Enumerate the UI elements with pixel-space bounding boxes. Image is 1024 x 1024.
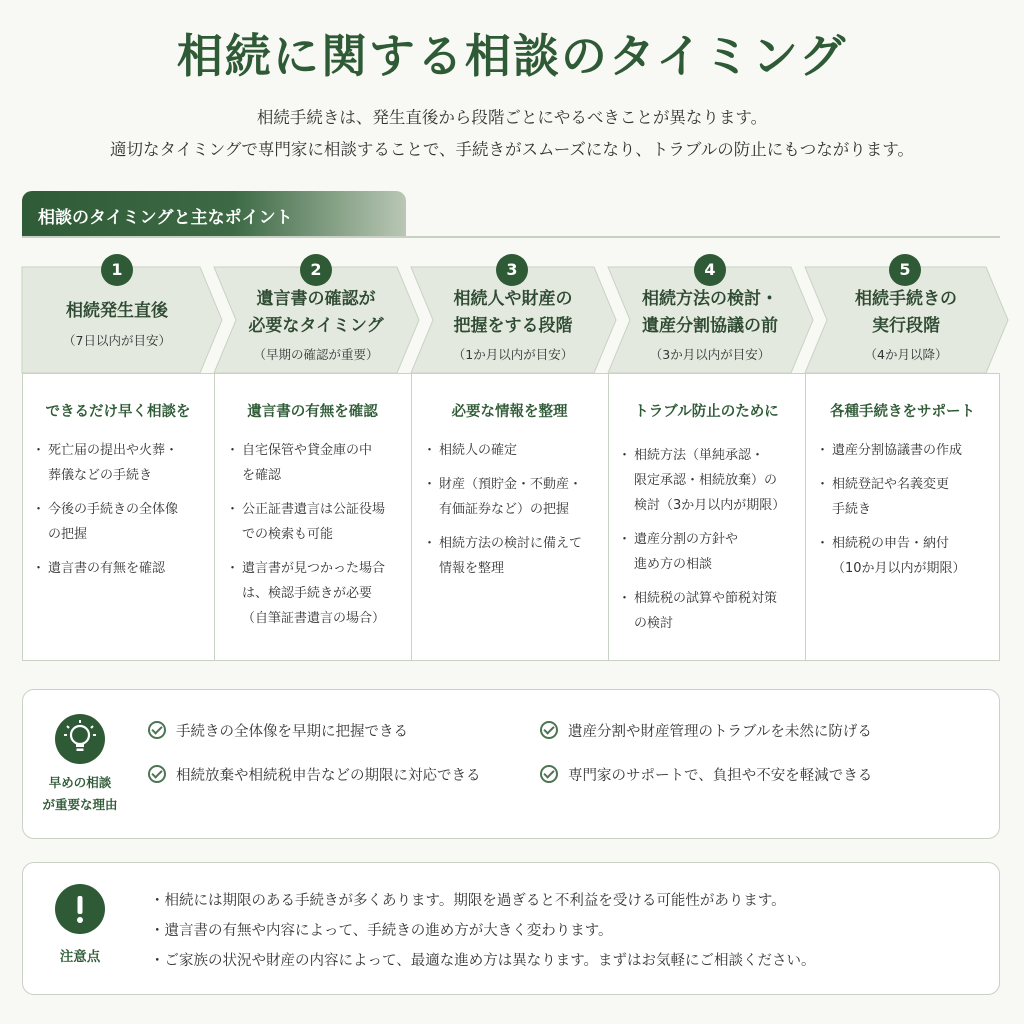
step-subtitle-3: （1か月以内が目安）: [452, 347, 574, 362]
note-item: ・遺言書の有無や内容によって、手続きの進め方が大きく変わります。: [150, 923, 613, 939]
step-title-1: 相続発生直後: [66, 301, 168, 321]
benefit-item: 相続放棄や相続税申告などの期限に対応できる: [148, 764, 481, 785]
card-heading-1: できるだけ早く相談を: [45, 404, 191, 420]
benefit-item: 専門家のサポートで、負担や不安を軽減できる: [540, 764, 872, 785]
card-heading-2: 遺言書の有無を確認: [247, 404, 378, 420]
card-list-4: [622, 443, 802, 645]
list-item: ・ 遺産分割の方針や 進め方の相談: [622, 527, 802, 577]
list-item: ・ 今後の手続きの全体像 の把握: [36, 497, 206, 547]
list-item: ・ 遺産分割協議書の作成: [820, 438, 995, 463]
list-item: ・ 相続方法の検討に備えて 情報を整理: [427, 531, 605, 581]
list-item: ・ 自宅保管や貸金庫の中 を確認: [230, 438, 405, 488]
step-number-4: 4: [694, 254, 726, 286]
card-heading-3: 必要な情報を整理: [451, 404, 568, 420]
step-subtitle-4: （3か月以内が目安）: [649, 347, 771, 362]
card-list-5: [820, 438, 995, 590]
page-title: 相続に関する相談のタイミング: [176, 29, 848, 83]
step-number-1: 1: [101, 254, 133, 286]
list-item: ・ 財産（預貯金・不動産・ 有価証券など）の把握: [427, 472, 605, 522]
card-list-3: [427, 438, 605, 590]
list-item: ・ 相続方法（単純承認・ 限定承認・相続放棄）の 検討（3か月以内が期限）: [622, 443, 802, 518]
list-item: ・ 公正証書遺言は公証役場 での検索も可能: [230, 497, 405, 547]
exclamation-icon: [55, 884, 105, 934]
check-icon: [540, 765, 558, 783]
step-subtitle-5: （4か月以降）: [864, 347, 948, 362]
list-item: ・ 遺言書が見つかった場合 は、検認手続きが必要 （自筆証書遺言の場合）: [230, 556, 405, 631]
card-heading-4: トラブル防止のために: [634, 404, 779, 420]
check-icon: [540, 721, 558, 739]
step-title-5: 相続手続きの 実行段階: [855, 289, 957, 336]
note-item: ・ご家族の状況や財産の内容によって、最適な進め方は異なります。まずはお気軽にご相談ください。: [150, 953, 816, 969]
list-item: ・ 相続登記や名義変更 手続き: [820, 472, 995, 522]
step-number-2: 2: [300, 254, 332, 286]
reasons-label: 早めの相談 が重要な理由: [42, 775, 118, 812]
step-subtitle-1: （7日以内が目安）: [63, 333, 171, 348]
notes-label: 注意点: [59, 949, 101, 965]
note-item: ・相続には期限のある手続きが多くあります。期限を過ぎると不利益を受ける可能性があります。: [150, 893, 786, 909]
card-list-2: [230, 438, 405, 640]
card-list-1: [36, 438, 206, 590]
step-number-3: 3: [496, 254, 528, 286]
list-item: ・ 相続税の試算や節税対策 の検討: [622, 586, 802, 636]
benefit-item: 手続きの全体像を早期に把握できる: [148, 720, 408, 741]
step-title-2: 遺言書の確認が 必要なタイミング: [248, 289, 384, 336]
page-subtitle-line-2: 適切なタイミングで専門家に相談することで、手続きがスムーズになり、トラブルの防止にもつながります。: [110, 140, 914, 159]
list-item: ・ 遺言書の有無を確認: [36, 556, 206, 581]
card-heading-5: 各種手続きをサポート: [830, 404, 975, 420]
check-icon: [148, 765, 166, 783]
step-number-5: 5: [889, 254, 921, 286]
list-item: ・ 死亡届の提出や火葬・ 葬儀などの手続き: [36, 438, 206, 488]
check-icon: [148, 721, 166, 739]
step-title-4: 相続方法の検討・ 遺産分割協議の前: [642, 289, 778, 336]
lightbulb-icon: [55, 714, 105, 764]
list-item: ・ 相続税の申告・納付 （10か月以内が期限）: [820, 531, 995, 581]
section-header: 相談のタイミングと主なポイント: [22, 191, 406, 237]
step-subtitle-2: （早期の確認が重要）: [253, 347, 379, 362]
benefit-item: 遺産分割や財産管理のトラブルを未然に防げる: [540, 720, 872, 741]
list-item: ・ 相続人の確定: [427, 438, 605, 463]
page-subtitle-line-1: 相続手続きは、発生直後から段階ごとにやるべきことが異なります。: [256, 108, 768, 127]
step-title-3: 相続人や財産の 把握をする段階: [453, 289, 573, 336]
